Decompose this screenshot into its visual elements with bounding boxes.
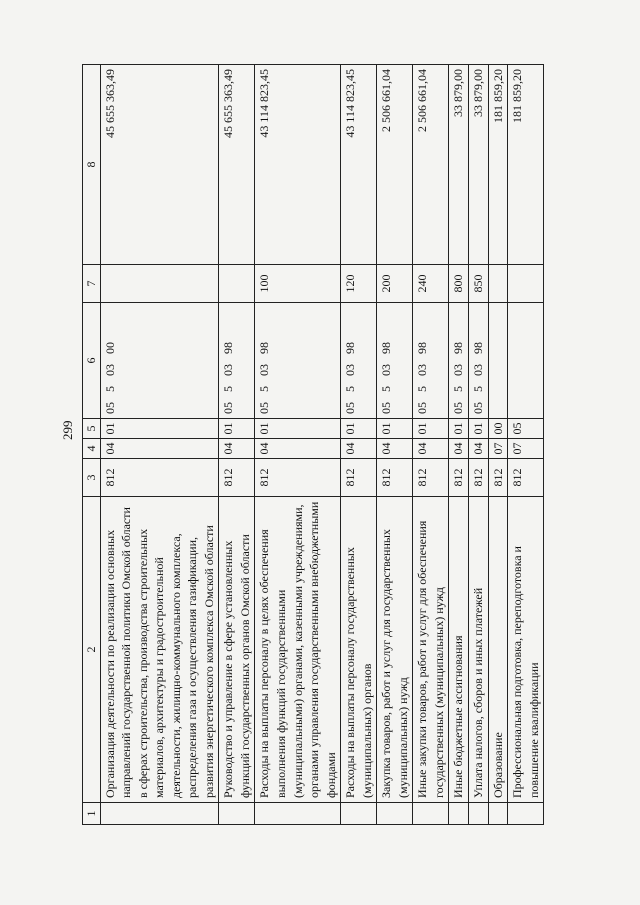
col1-cell (508, 803, 544, 825)
code-part: 03 (451, 364, 466, 376)
col7-code: 200 (377, 265, 413, 303)
col1-cell (100, 803, 219, 825)
table-row (377, 65, 413, 825)
code-part: 5 (102, 386, 117, 392)
col1-cell (255, 803, 341, 825)
col6-codes (449, 303, 469, 419)
row-amount: 2 506 661,04 (377, 65, 413, 265)
code-part: 5 (343, 386, 358, 392)
code-part: 98 (471, 342, 486, 354)
header-cell: 7 (83, 265, 101, 303)
header-cell: 2 (83, 497, 101, 803)
col3-code: 812 (488, 459, 508, 497)
col6-codes (508, 303, 544, 419)
col7-code: 800 (449, 265, 469, 303)
header-cell: 3 (83, 459, 101, 497)
header-cell: 1 (83, 803, 101, 825)
table-row (413, 65, 449, 825)
col6-codes (377, 303, 413, 419)
col1-cell (219, 803, 255, 825)
code-part: 05 (415, 402, 430, 414)
table-row (219, 65, 255, 825)
code-part: 98 (415, 342, 430, 354)
code-part: 5 (257, 386, 272, 392)
target-article-codes (414, 307, 431, 414)
row-amount: 181 859,20 (508, 65, 544, 265)
header-cell: 8 (83, 65, 101, 265)
col5-code: 05 (508, 419, 544, 439)
col5-code: 00 (488, 419, 508, 439)
code-part: 03 (379, 364, 394, 376)
table-row (488, 65, 508, 825)
col4-code: 07 (508, 439, 544, 459)
row-name: Образование (488, 497, 508, 803)
col5-code: 01 (449, 419, 469, 439)
col6-codes (488, 303, 508, 419)
page-number: 299 (60, 420, 75, 440)
code-part: 5 (221, 386, 236, 392)
col1-cell (449, 803, 469, 825)
target-article-codes (378, 307, 395, 414)
code-part: 03 (221, 364, 236, 376)
col5-code: 01 (413, 419, 449, 439)
code-part: 05 (221, 402, 236, 414)
table-row (341, 65, 377, 825)
col6-codes (255, 303, 341, 419)
col7-code: 240 (413, 265, 449, 303)
col4-code: 04 (413, 439, 449, 459)
row-name: Иные бюджетные ассигнования (449, 497, 469, 803)
row-amount: 43 114 823,45 (255, 65, 341, 265)
col3-code: 812 (469, 459, 489, 497)
col7-code (508, 265, 544, 303)
col3-code: 812 (413, 459, 449, 497)
rotated-page (82, 65, 622, 825)
row-amount: 181 859,20 (488, 65, 508, 265)
code-part: 03 (257, 364, 272, 376)
code-part: 03 (102, 364, 117, 376)
code-part: 00 (102, 342, 117, 354)
table-row (508, 65, 544, 825)
col7-code: 120 (341, 265, 377, 303)
col4-code: 04 (255, 439, 341, 459)
row-amount: 2 506 661,04 (413, 65, 449, 265)
row-name: Расходы на выплаты персоналу государственных (муниципальных) органов (341, 497, 377, 803)
col4-code: 04 (100, 439, 219, 459)
row-amount: 43 114 823,45 (341, 65, 377, 265)
col6-codes (469, 303, 489, 419)
col4-code: 04 (219, 439, 255, 459)
row-name: Руководство и управление в сфере установленных функций государственных органов Омской области (219, 497, 255, 803)
code-part: 03 (343, 364, 358, 376)
col1-cell (469, 803, 489, 825)
target-article-codes (102, 307, 119, 414)
header-cell: 5 (83, 419, 101, 439)
table-row (469, 65, 489, 825)
row-amount: 33 879,00 (469, 65, 489, 265)
col3-code: 812 (377, 459, 413, 497)
code-part: 05 (257, 402, 272, 414)
col4-code: 04 (341, 439, 377, 459)
target-article-codes (256, 307, 273, 414)
col4-code: 04 (377, 439, 413, 459)
target-article-codes (342, 307, 359, 414)
col6-codes (341, 303, 377, 419)
row-name: Иные закупки товаров, работ и услуг для обеспечения государственных (муниципальных) нужд (413, 497, 449, 803)
col6-codes (219, 303, 255, 419)
table-row (100, 65, 219, 825)
col5-code: 01 (341, 419, 377, 439)
header-cell: 6 (83, 303, 101, 419)
col1-cell (413, 803, 449, 825)
row-amount: 33 879,00 (449, 65, 469, 265)
col3-code: 812 (341, 459, 377, 497)
col1-cell (377, 803, 413, 825)
code-part: 03 (471, 364, 486, 376)
code-part: 98 (221, 342, 236, 354)
col5-code: 01 (219, 419, 255, 439)
code-part: 5 (451, 386, 466, 392)
col4-code: 04 (449, 439, 469, 459)
code-part: 5 (415, 386, 430, 392)
col3-code: 812 (100, 459, 219, 497)
row-amount: 45 655 363,49 (100, 65, 219, 265)
code-part: 05 (451, 402, 466, 414)
col7-code: 850 (469, 265, 489, 303)
target-article-codes (470, 307, 487, 414)
col4-code: 04 (469, 439, 489, 459)
row-name: Расходы на выплаты персоналу в целях обеспечения выполнения функций государственными (муниципальными) органами, казенными учреждениями, органами управления государственными внебюджетными фондами (255, 497, 341, 803)
col1-cell (341, 803, 377, 825)
target-article-codes (450, 307, 467, 414)
col7-code (100, 265, 219, 303)
col4-code: 07 (488, 439, 508, 459)
col7-code: 100 (255, 265, 341, 303)
code-part: 05 (379, 402, 394, 414)
budget-table (82, 64, 544, 825)
code-part: 98 (343, 342, 358, 354)
code-part: 05 (102, 402, 117, 414)
col7-code (219, 265, 255, 303)
col3-code: 812 (449, 459, 469, 497)
col1-cell (488, 803, 508, 825)
row-name: Профессиональная подготовка, переподготовка и повышение квалификации (508, 497, 544, 803)
col5-code: 01 (100, 419, 219, 439)
table-body (83, 65, 544, 825)
table-row (255, 65, 341, 825)
target-article-codes (220, 307, 237, 414)
header-row (83, 65, 101, 825)
col3-code: 812 (508, 459, 544, 497)
code-part: 98 (379, 342, 394, 354)
col5-code: 01 (255, 419, 341, 439)
col6-codes (413, 303, 449, 419)
code-part: 5 (379, 386, 394, 392)
row-name: Уплата налогов, сборов и иных платежей (469, 497, 489, 803)
code-part: 03 (415, 364, 430, 376)
row-name: Организация деятельности по реализации основных направлений государственной политики Омской области в сферах строительства, производства строительных материалов, архитектуры и градостроительной деятельности, жилищно-коммунального комплекса, распределения газа и осуществления газификации, развития энергетического комплекса Омской области (100, 497, 219, 803)
col7-code (488, 265, 508, 303)
code-part: 5 (471, 386, 486, 392)
header-cell: 4 (83, 439, 101, 459)
col3-code: 812 (255, 459, 341, 497)
code-part: 98 (257, 342, 272, 354)
code-part: 05 (471, 402, 486, 414)
row-name: Закупка товаров, работ и услуг для государственных (муниципальных) нужд (377, 497, 413, 803)
col6-codes (100, 303, 219, 419)
row-amount: 45 655 363,49 (219, 65, 255, 265)
col5-code: 01 (377, 419, 413, 439)
table-row (449, 65, 469, 825)
code-part: 05 (343, 402, 358, 414)
col5-code: 01 (469, 419, 489, 439)
code-part: 98 (451, 342, 466, 354)
col3-code: 812 (219, 459, 255, 497)
